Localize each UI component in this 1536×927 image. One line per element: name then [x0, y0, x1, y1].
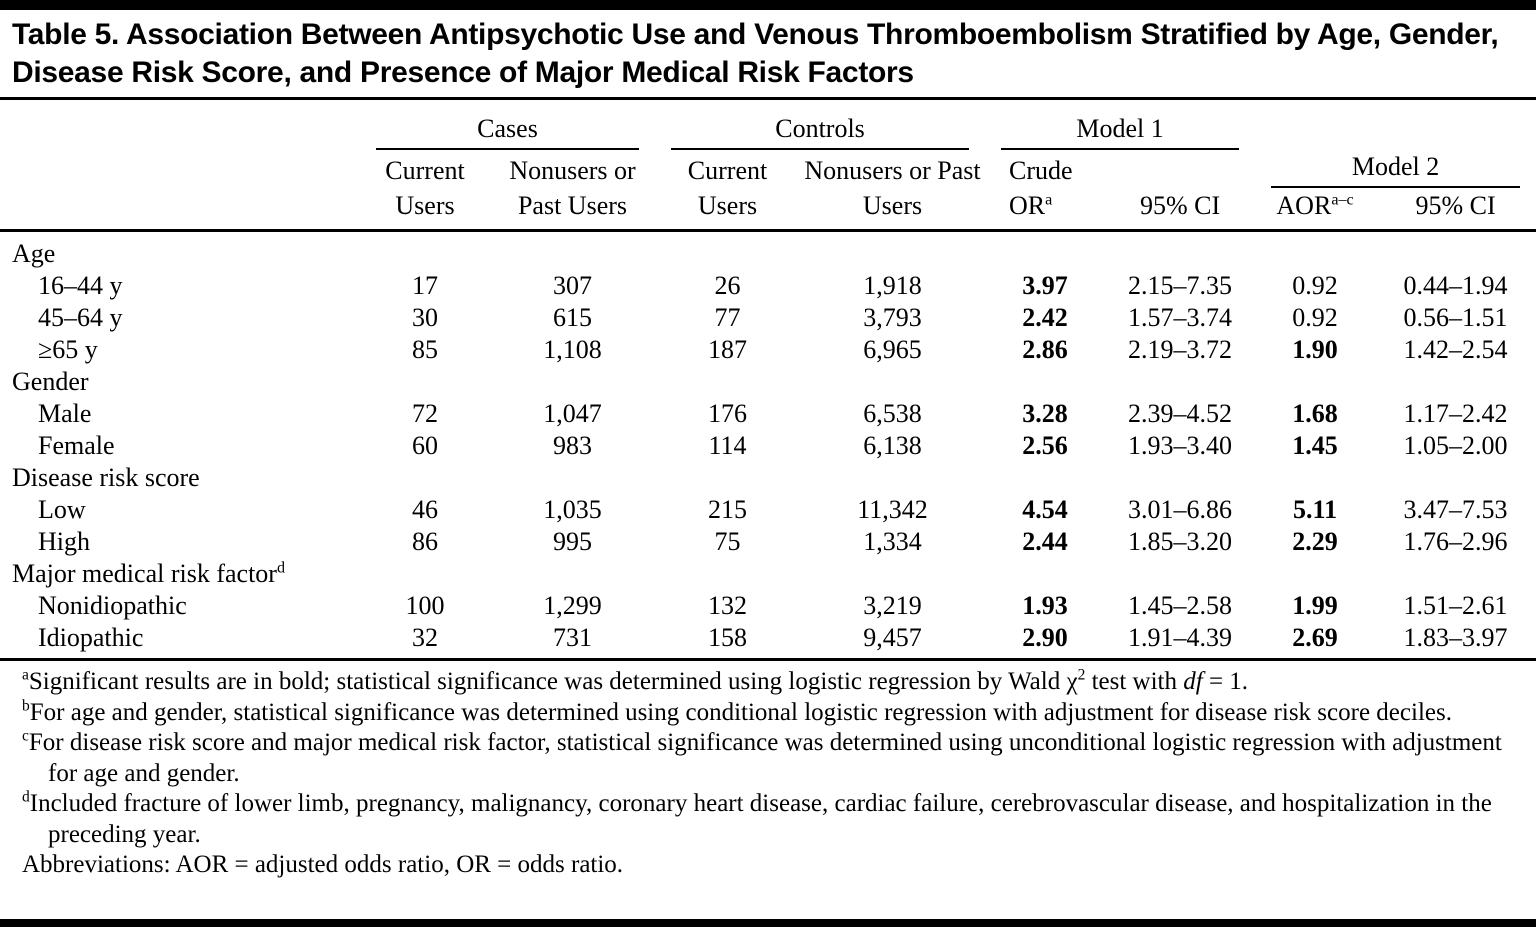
spanner-controls [655, 100, 985, 150]
cell-model1-ci: 1.45–2.58 [1128, 591, 1233, 620]
cell-cases-current-users: 46 [412, 495, 438, 524]
footnote-text: Included fracture of lower limb, pregnancy, malignancy, coronary heart disease, cardiac failure, cerebrovascular disease, and hospitalization in the preceding year. [29, 790, 1492, 848]
data-row [0, 494, 1536, 526]
cell-model2-ci: 3.47–7.53 [1403, 495, 1508, 524]
footnote-text: For age and gender, statistical significance was determined using conditional logistic regression with adjustment for disease risk score deciles. [29, 698, 1452, 726]
footnote-a [12, 667, 1522, 698]
cell-aor: 1.90 [1292, 335, 1338, 364]
cell-cases-current-users: 30 [412, 303, 438, 332]
footnote-text: 2 [1077, 666, 1086, 684]
cell-cases-nonusers: 731 [490, 622, 655, 660]
cell-model1-ci: 3.01–6.86 [1128, 495, 1233, 524]
cell-controls-nonusers: 1,918 [863, 271, 922, 300]
section-row [0, 231, 1536, 271]
cell-controls-nonusers: 9,457 [800, 622, 985, 660]
aor-label: AOR [1276, 191, 1332, 220]
top-rule [0, 0, 1536, 10]
col-model1-ci: 95% CI [1105, 150, 1255, 231]
spanner-model1-label: Model 1 [1076, 114, 1164, 143]
cell-controls-nonusers: 6,965 [863, 335, 922, 364]
cell-aor: 0.92 [1292, 271, 1338, 300]
spanner-row [0, 100, 1536, 150]
row-label: 45–64 y [38, 303, 123, 332]
row-label: Nonidiopathic [38, 591, 187, 620]
cell-cases-nonusers: 307 [553, 271, 592, 300]
cell-crude-or: 3.28 [1022, 399, 1068, 428]
cell-crude-or: 2.90 [985, 622, 1105, 660]
cell-crude-or: 4.54 [1022, 495, 1068, 524]
cell-model2-ci: 1.76–2.96 [1403, 527, 1508, 556]
cell-crude-or: 1.93 [1022, 591, 1068, 620]
cell-cases-current-users: 86 [412, 527, 438, 556]
cell-controls-current-users: 187 [708, 335, 748, 364]
col-cases-current-users: Current Users [360, 150, 490, 231]
cell-crude-or: 2.44 [1022, 527, 1068, 556]
cell-cases-nonusers: 983 [553, 431, 592, 460]
cell-controls-current-users: 26 [714, 271, 741, 300]
footnote-c [12, 728, 1522, 789]
footnote-d [12, 789, 1522, 850]
cell-aor: 2.69 [1255, 622, 1375, 660]
footnote-marker: a [22, 666, 29, 684]
cell-cases-current-users: 85 [412, 335, 438, 364]
cell-cases-nonusers: 1,299 [543, 591, 602, 620]
cell-model2-ci: 1.51–2.61 [1403, 591, 1508, 620]
cell-aor: 1.68 [1292, 399, 1338, 428]
section-row [0, 558, 1536, 590]
row-label: Low [38, 495, 86, 524]
section-row [0, 366, 1536, 398]
footnote-abbreviations [12, 850, 1522, 881]
cell-aor: 1.45 [1292, 431, 1338, 460]
cell-controls-nonusers: 3,219 [863, 591, 922, 620]
cell-crude-or: 2.56 [1022, 431, 1068, 460]
bottom-rule [0, 919, 1536, 927]
cell-model2-ci: 1.83–3.97 [1375, 622, 1536, 660]
cell-cases-current-users: 100 [405, 591, 445, 620]
data-row [0, 622, 1536, 660]
crude-or-label: Crude OR [1009, 156, 1073, 220]
cell-controls-nonusers: 6,138 [863, 431, 922, 460]
cell-crude-or: 2.42 [1022, 303, 1068, 332]
table-body [0, 231, 1536, 660]
section-label: Major medical risk factor$^d$ [12, 559, 286, 588]
spanner-model2-label: Model 2 [1351, 152, 1440, 181]
cell-controls-nonusers: 3,793 [863, 303, 922, 332]
cell-aor: 0.92 [1292, 303, 1338, 332]
aor-superscript: a–c [1331, 191, 1354, 209]
cell-model1-ci: 2.39–4.52 [1128, 399, 1233, 428]
footnote-text: test with [1085, 668, 1184, 695]
cell-model1-ci: 2.15–7.35 [1128, 271, 1233, 300]
footnotes [0, 661, 1536, 881]
data-row [0, 270, 1536, 302]
cell-controls-current-users: 132 [708, 591, 748, 620]
crude-or-superscript: a [1045, 191, 1053, 209]
cell-controls-current-users: 75 [714, 527, 741, 556]
section-label: Gender [12, 367, 89, 396]
cell-cases-current-users: 17 [412, 271, 438, 300]
footnote-text: For disease risk score and major medical risk factor, statistical significance was determined using unconditional logistic regression with adjustment for age and gender. [28, 729, 1502, 787]
cell-cases-current-users: 32 [360, 622, 490, 660]
stub-cell [0, 100, 360, 231]
cell-model1-ci: 1.91–4.39 [1105, 622, 1255, 660]
cell-cases-current-users: 60 [412, 431, 438, 460]
cell-model2-ci: 1.17–2.42 [1403, 399, 1508, 428]
data-row [0, 430, 1536, 462]
row-label: 16–44 y [38, 271, 123, 300]
cell-model1-ci: 2.19–3.72 [1128, 335, 1233, 364]
data-table [0, 100, 1536, 661]
section-row [0, 462, 1536, 494]
footnote-marker: d [22, 788, 30, 806]
cell-cases-nonusers: 1,047 [543, 399, 602, 428]
cell-controls-current-users: 158 [655, 622, 800, 660]
spanner-controls-label: Controls [775, 114, 865, 143]
data-row [0, 334, 1536, 366]
footnote-text: Significant results are in bold; statistical significance was determined using logistic regression by Wald χ [28, 668, 1078, 695]
row-label: ≥65 y [38, 335, 98, 364]
section-label: Disease risk score [12, 463, 200, 492]
table-header [0, 100, 1536, 231]
cell-cases-nonusers: 1,108 [543, 335, 602, 364]
footnote-text: = 1. [1202, 668, 1249, 695]
col-controls-nonusers: Nonusers or Past Users [800, 150, 985, 231]
cell-controls-current-users: 176 [708, 399, 748, 428]
section-superscript: d [276, 559, 286, 577]
cell-model2-ci: 1.05–2.00 [1403, 431, 1508, 460]
cell-crude-or: 3.97 [1022, 271, 1068, 300]
row-label: Idiopathic [0, 622, 360, 660]
cell-aor: 5.11 [1293, 495, 1338, 524]
row-label: High [38, 527, 90, 556]
col-controls-current-users: Current Users [655, 150, 800, 231]
cell-cases-nonusers: 615 [553, 303, 592, 332]
spanner-cases-label: Cases [477, 114, 538, 143]
cell-cases-nonusers: 995 [553, 527, 592, 556]
data-row [0, 526, 1536, 558]
cell-model1-ci: 1.85–3.20 [1128, 527, 1233, 556]
cell-cases-current-users: 72 [412, 399, 438, 428]
cell-model2-ci: 0.44–1.94 [1403, 271, 1508, 300]
cell-controls-nonusers: 11,342 [857, 495, 928, 524]
spanner-model1 [985, 100, 1255, 150]
cell-model1-ci: 1.57–3.74 [1128, 303, 1233, 332]
col-crude-or [985, 150, 1105, 231]
spanner-model2 [1255, 150, 1536, 188]
cell-aor: 2.29 [1292, 527, 1338, 556]
cell-model2-ci: 0.56–1.51 [1403, 303, 1508, 332]
footnote-text: Abbreviations: AOR = adjusted odds ratio, OR = odds ratio. [22, 851, 624, 878]
cell-crude-or: 2.86 [1022, 335, 1068, 364]
col-model2-ci: 95% CI [1375, 188, 1536, 231]
row-label: Male [38, 399, 92, 428]
data-row [0, 590, 1536, 622]
data-row [0, 302, 1536, 334]
spanner-empty [1255, 100, 1536, 150]
footnote-marker: c [22, 727, 29, 745]
cell-controls-nonusers: 1,334 [863, 527, 922, 556]
cell-cases-nonusers: 1,035 [543, 495, 602, 524]
footnote-marker: b [22, 697, 30, 715]
footnote-b [12, 698, 1522, 729]
col-aor [1255, 188, 1375, 231]
cell-controls-current-users: 114 [708, 431, 747, 460]
footnote-text: df [1183, 668, 1203, 695]
spanner-cases [360, 100, 655, 150]
cell-controls-current-users: 215 [708, 495, 748, 524]
cell-controls-nonusers: 6,538 [863, 399, 922, 428]
row-label: Female [38, 431, 115, 460]
cell-model1-ci: 1.93–3.40 [1128, 431, 1233, 460]
cell-model2-ci: 1.42–2.54 [1403, 335, 1508, 364]
col-cases-nonusers: Nonusers or Past Users [490, 150, 655, 231]
cell-controls-current-users: 77 [714, 303, 741, 332]
cell-aor: 1.99 [1292, 591, 1338, 620]
data-row [0, 398, 1536, 430]
table-title: Table 5. Association Between Antipsychotic Use and Venous Thromboembolism Stratified by Age, Gender, Disease Risk Score, and Presence of Major Medical Risk Factors [12, 18, 1499, 89]
section-label: Age [12, 239, 56, 268]
